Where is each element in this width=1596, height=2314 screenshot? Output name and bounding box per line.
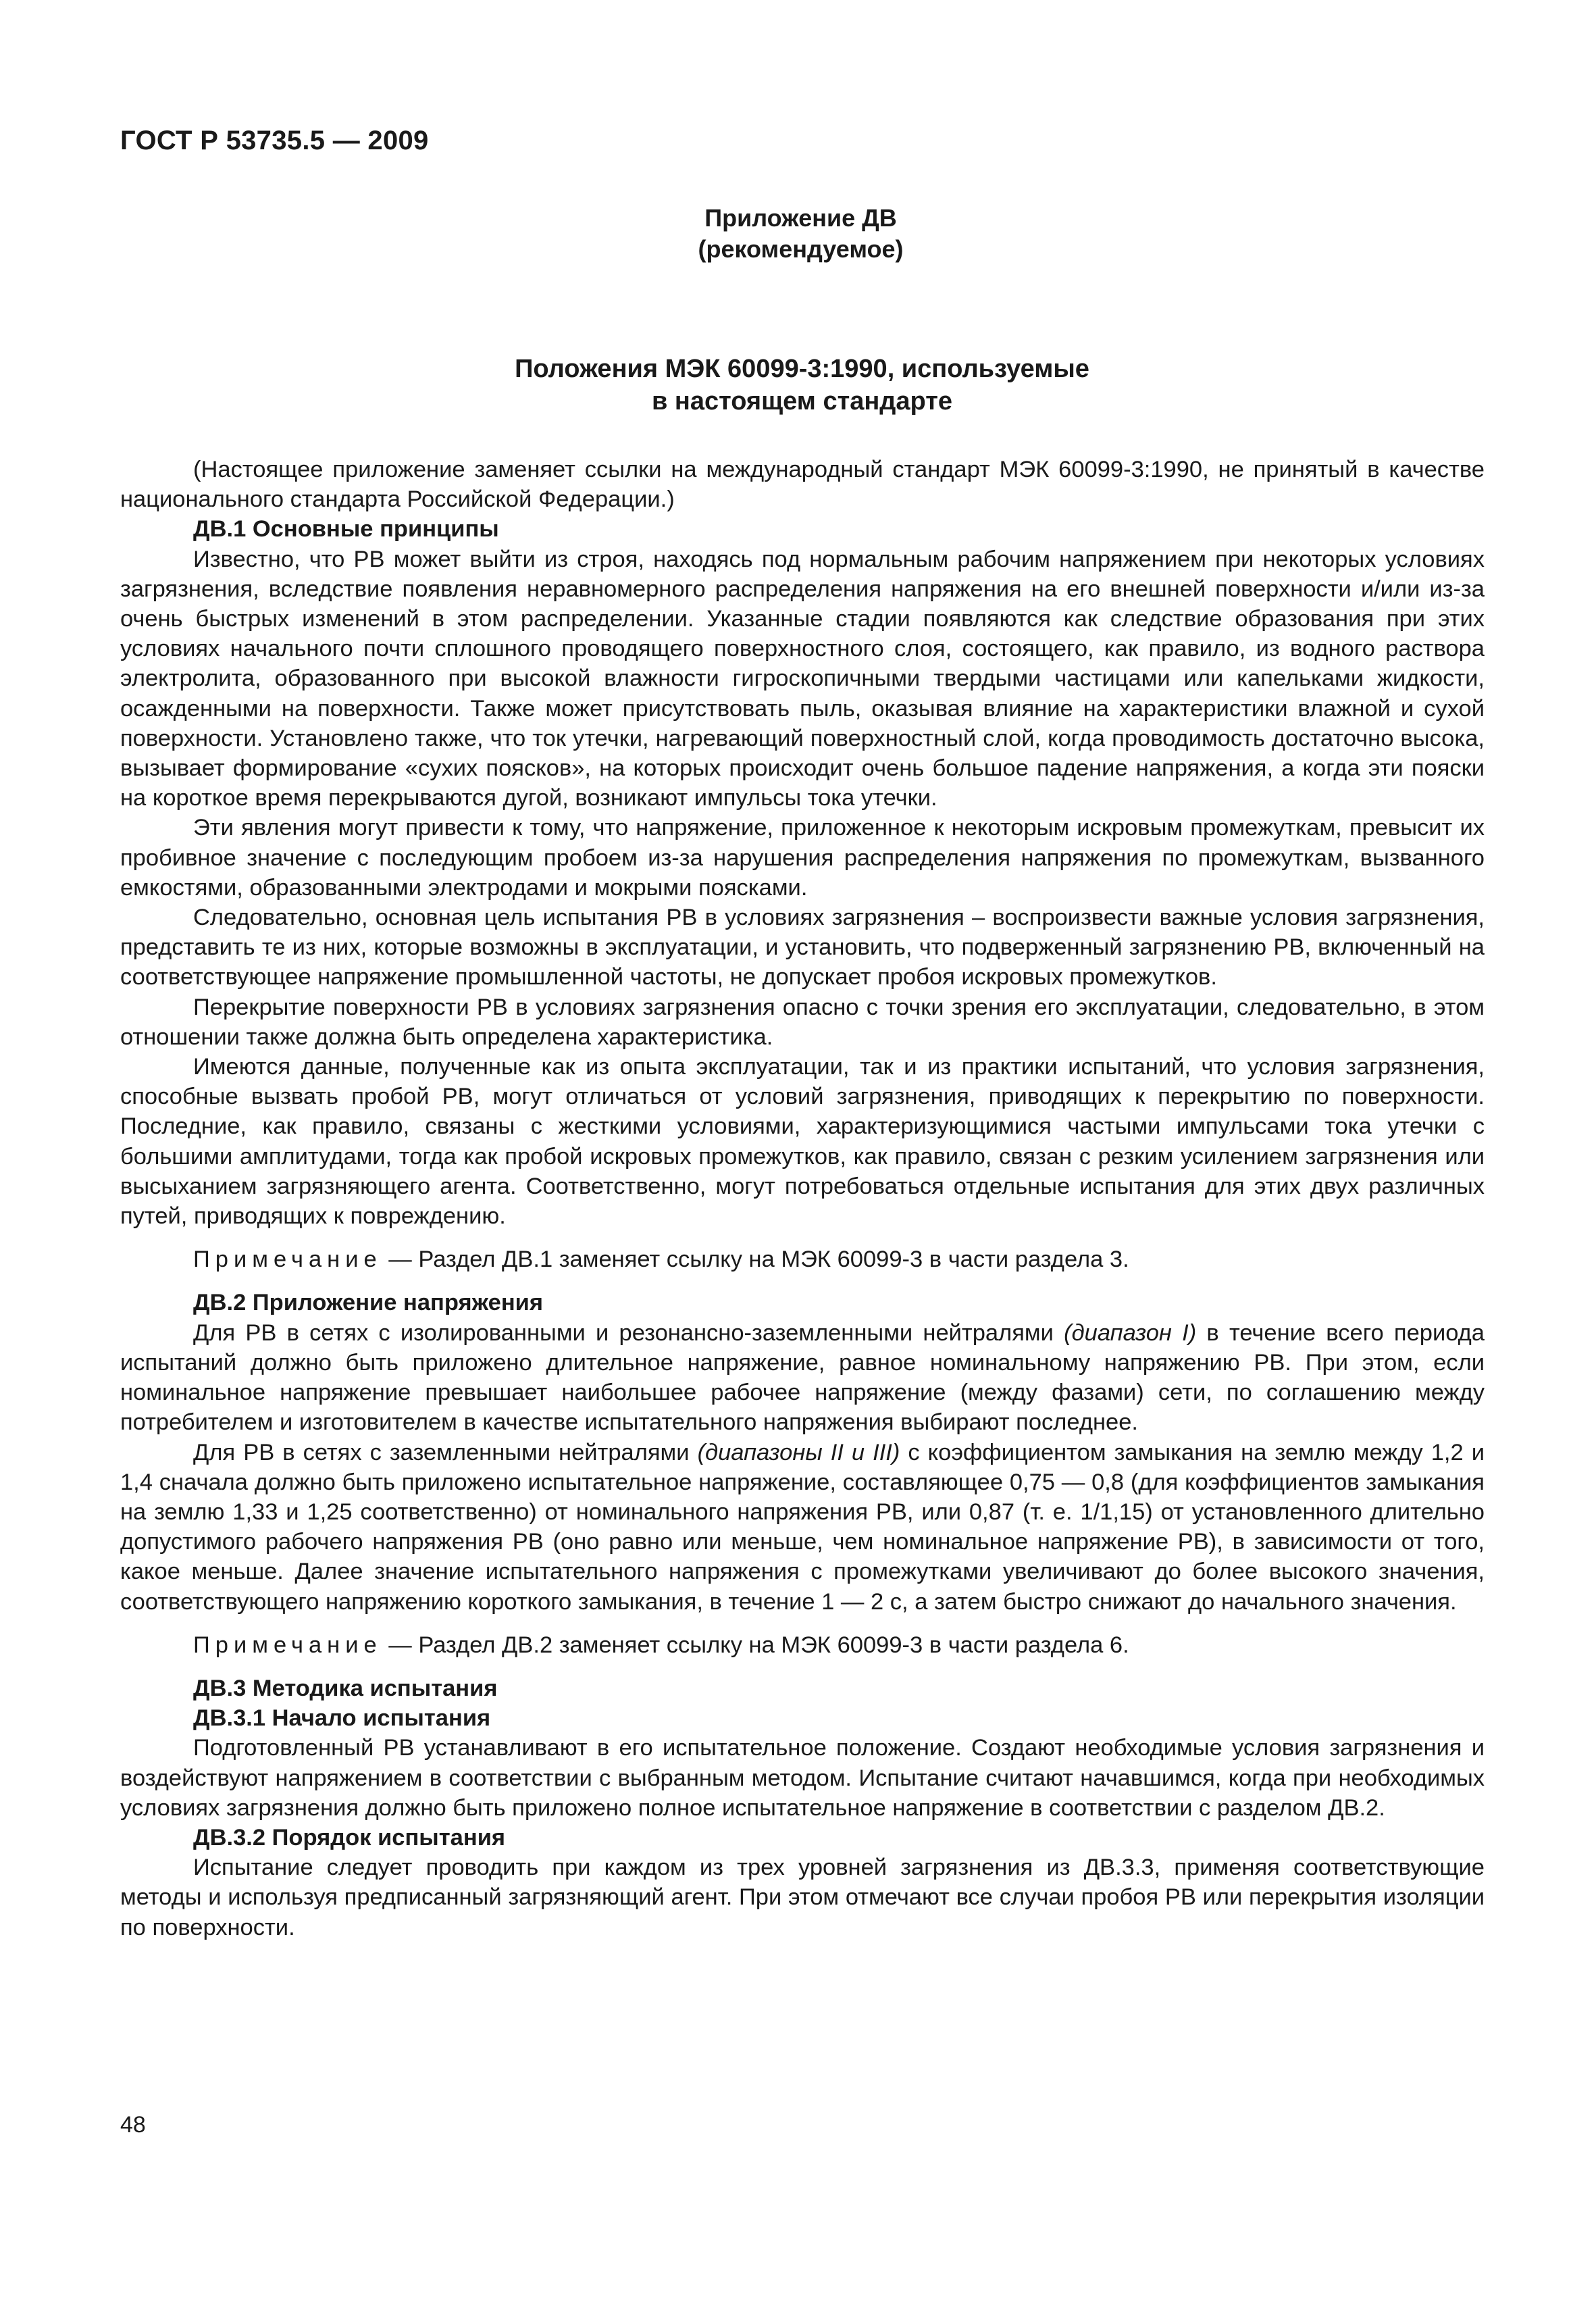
paragraph: Следовательно, основная цель испытания РВ в условиях загрязнения – воспроизвести важные условия загрязнения, представить те из них, которые возможны в эксплуатации, и установить, что подверженный загрязнению РВ, включенный на соответствующее напряжение промышленной частоты, не допускает пробоя искровых промежутков. bbox=[120, 905, 1485, 990]
document-body bbox=[120, 455, 1485, 1942]
italic-run: (диапазоны II и III) bbox=[697, 1439, 900, 1465]
text-run: Для РВ в сетях с заземленными нейтралями bbox=[193, 1439, 698, 1465]
note-dv2 bbox=[120, 1630, 1485, 1660]
note-label: Примечание bbox=[193, 1247, 382, 1273]
page-number: 48 bbox=[120, 2112, 146, 2138]
section-heading-dv32: ДВ.3.2 Порядок испытания bbox=[193, 1824, 506, 1851]
note-label: Примечание bbox=[193, 1632, 382, 1658]
text-run: в течение всего периода испытаний должно быть приложено длительное напряжение, равное номинальному напряжению РВ. При этом, если номинальное напряжение превышает наибольшее рабочее напряжение (между фазами) сети, по соглашению между потребителем и изготовителем в качестве испытательного напряжения выбирают последнее. bbox=[120, 1319, 1485, 1436]
section-heading-dv31: ДВ.3.1 Начало испытания bbox=[193, 1705, 491, 1732]
text-run: с коэффициентом замыкания на землю между 1,2 и 1,4 сначала должно быть приложено испытательное напряжение, составляющее 0,75 — 0,8 (для коэффициентов замыкания на землю 1,33 и 1,25 соответственно) от номинального напряжения РВ, или 0,87 (т. е. 1/1,15) от установленного длительно допустимого рабочего напряжения РВ (оно равно или меньше, чем номинальное напряжение РВ), в зависимости от того, какое меньше. Далее значение испытательного напряжения с промежутками увеличивают до более высокого значения, соответствующего напряжению короткого замыкания, в течение 1 — 2 с, а затем быстро снижают до начального значения. bbox=[120, 1439, 1485, 1615]
note-text: — Раздел ДВ.1 заменяет ссылку на МЭК 60099-3 в части раздела 3. bbox=[382, 1247, 1129, 1273]
appendix-status: (рекомендуемое) bbox=[698, 235, 904, 263]
appendix-label-block bbox=[0, 203, 1596, 265]
appendix-title-line1: Положения МЭК 60099-3:1990, используемые bbox=[515, 355, 1089, 383]
paragraph bbox=[120, 1318, 1485, 1438]
paragraph: Подготовленный РВ устанавливают в его испытательное положение. Создают необходимые условия загрязнения и воздействуют напряжением в соответствии с выбранным методом. Испытание считают начавшимся, когда при необходимых условиях загрязнения должно быть приложено полное испытательное напряжение в соответствии с разделом ДВ.2. bbox=[120, 1735, 1485, 1821]
paragraph: Известно, что РВ может выйти из строя, находясь под нормальным рабочим напряжением при некоторых условиях загрязнения, вследствие появления неравномерного распределения напряжения на его внешней поверхности и/или из-за очень быстрых изменений в этом распределении. Указанные стадии появляются как следствие образования при этих условиях начального почти сплошного проводящего поверхностного слоя, состоящего, как правило, из водного раствора электролита, образованного при высокой влажности гигроскопичными твердыми частицами или капельками жидкости, осажденными на поверхности. Также может присутствовать пыль, оказывая влияние на характеристики влажной и сухой поверхности. Установлено также, что ток утечки, нагревающий поверхностный слой, когда проводимость достаточно высока, вызывает формирование «сухих поясков», на которых происходит очень большое падение напряжения, а когда эти пояски на короткое время перекрываются дугой, возникают импульсы тока утечки. bbox=[120, 546, 1485, 811]
section-heading-dv3: ДВ.3 Методика испытания bbox=[193, 1675, 498, 1701]
paragraph: Перекрытие поверхности РВ в условиях загрязнения опасно с точки зрения его эксплуатации, следовательно, в этом отношении также должна быть определена характеристика. bbox=[120, 994, 1485, 1050]
appendix-label: Приложение ДВ bbox=[704, 204, 897, 232]
paragraph: Эти явления могут привести к тому, что напряжение, приложенное к некоторым искровым промежуткам, превысит их пробивное значение с последующим пробоем из-за нарушения распределения напряжения по промежуткам, вызванного емкостями, образованными электродами и мокрыми поясками. bbox=[120, 815, 1485, 901]
text-run: Для РВ в сетях с изолированными и резонансно-заземленными нейтралями bbox=[193, 1319, 1064, 1346]
italic-run: (диапазон I) bbox=[1064, 1319, 1197, 1346]
note-text: — Раздел ДВ.2 заменяет ссылку на МЭК 60099-3 в части раздела 6. bbox=[382, 1632, 1129, 1658]
paragraph: Имеются данные, полученные как из опыта эксплуатации, так и из практики испытаний, что условия загрязнения, способные вызвать пробой РВ, могут отличаться от условий загрязнения, приводящих к перекрытию по поверхности. Последние, как правило, связаны с жесткими условиями, характеризующимися частыми импульсами тока утечки с большими амплитудами, тогда как пробой искровых промежутков, как правило, связан с резким усилением загрязнения или высыханием загрязняющего агента. Соответственно, могут потребоваться отдельные испытания для этих двух различных путей, приводящих к повреждению. bbox=[120, 1054, 1485, 1230]
appendix-title bbox=[0, 353, 1596, 418]
note-dv1 bbox=[120, 1244, 1485, 1274]
section-heading-dv2: ДВ.2 Приложение напряжения bbox=[193, 1290, 544, 1316]
document-header: ГОСТ Р 53735.5 — 2009 bbox=[120, 126, 429, 155]
appendix-title-line2: в настоящем стандарте bbox=[651, 387, 953, 416]
section-heading-dv1: ДВ.1 Основные принципы bbox=[193, 516, 499, 543]
intro-paragraph: (Настоящее приложение заменяет ссылки на международный стандарт МЭК 60099-3:1990, не принятый в качестве национального стандарта Российской Федерации.) bbox=[120, 457, 1485, 513]
paragraph: Испытание следует проводить при каждом из трех уровней загрязнения из ДВ.3.3, применяя соответствующие методы и используя предписанный загрязняющий агент. При этом отмечают все случаи пробоя РВ или перекрытия изоляции по поверхности. bbox=[120, 1855, 1485, 1940]
paragraph bbox=[120, 1438, 1485, 1617]
